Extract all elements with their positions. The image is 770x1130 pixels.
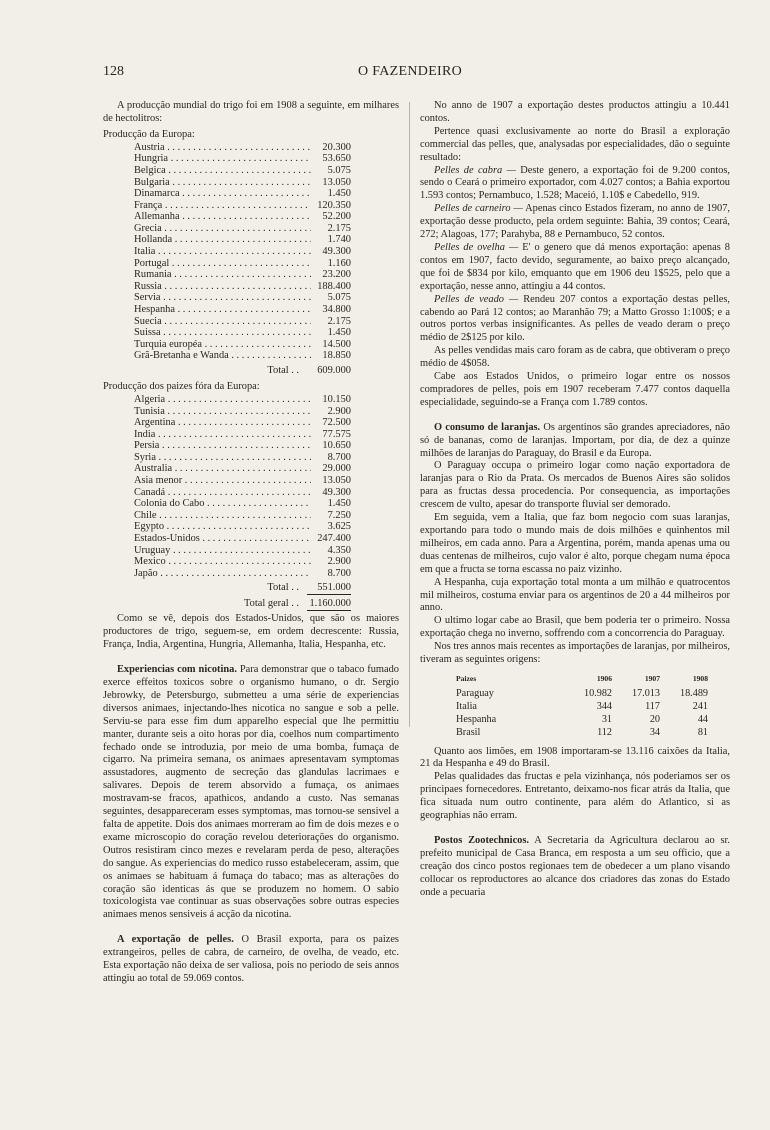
- production-row: [134, 463, 351, 475]
- country-name: Grã-Bretanha e Wanda . . .: [134, 350, 311, 362]
- ovelha-paragraph: [420, 242, 730, 294]
- veado-label: Pelles de veado —: [434, 293, 519, 305]
- country-name: Estados-Unidos . . .: [134, 533, 311, 545]
- production-row: [134, 556, 351, 568]
- production-value: 3.625: [311, 521, 351, 533]
- nicotina-text: Para demonstrar que o tabaco fumado exerce effeitos toxicos sobre o organismo humano, o dr. Sergio Jebrowky, de Petersburgo, submetteu a uma série de experiencias diversos animaes, injectando-lhes nicotica no sangue e sob a pelle. Serviu-se para esse fim dum apparelho especial que lhe permittiu manter, durante seis a oito horas por dia, coelhos num compartimento fechado onde se introduzia, por meio de uma bomba, fumaça de cigarro. Na primeira semana, os animaes apresentavam symptomas assustadores, augmento de secreção das glandulas lacrimaes e salivares. Depois de terem absorvido a fumaça, os animaes mostravam-se fracos, apathicos, andando a custo. Nas semanas seguintes, desappareceram esses symptomas, mas tornou-se sensivel a falta de appetite. Dois dos animaes morreram ao fim de dois mezes e o exame microscopio do coração revelou deteriorações do organismo. Outros resistiram cinco mezes e revelaram perda de peso, alterações do sangue. As experiencias do medico russo estabeleceram, assim, que os animaes se habituam á fumaça do tabaco; mas as alterações do coração são identicas ás que se produzem no homem. O sabio toxicologista vae continuar as suas observações sobre outras especies animaes menos sensiveis á acção da nicotina.: [103, 664, 399, 921]
- limoes-paragraph: Quanto aos limões, em 1908 importaram-se 13.116 caixões da Italia, 21 da Hespanha e 49 do Brasil.: [420, 745, 730, 770]
- production-value: 188.400: [311, 281, 351, 293]
- brasil-paragraph: O ultimo logar cabe ao Brasil, que bem poderia ter o primeiro. Nossa exportação chega no inverno, soffrendo com a concorrencia do Paraguay.: [420, 615, 730, 640]
- table-value-cell: 44: [697, 713, 708, 725]
- pelles-heading: A exportação de pelles.: [117, 934, 234, 946]
- country-name: Turquia européa . . .: [134, 339, 311, 351]
- country-name: Portugal . . .: [134, 258, 311, 270]
- table-value-cell: 117: [645, 700, 660, 712]
- page-number: 128: [103, 64, 124, 79]
- country-name: Asia menor . . .: [134, 475, 311, 487]
- outside-total-value: 551.000: [307, 581, 351, 595]
- table-value-cell: 20: [649, 713, 660, 725]
- production-row: [134, 281, 351, 293]
- production-row: [134, 258, 351, 270]
- carneiro-text: Apenas cinco Estados fizeram, no anno de 1907, exportação desse producto, pela ordem seguinte: Bahia, 39 contos; Ceará, 272; Alagoas, 177; Parahyba, 88 e Pernambuco, 52 contos.: [420, 203, 730, 241]
- europe-heading: Producção da Europa:: [103, 128, 195, 140]
- production-value: 2.900: [311, 406, 351, 418]
- table-value-cell: 31: [601, 713, 612, 725]
- column-divider: [409, 102, 410, 727]
- country-name: Japão . . .: [134, 568, 311, 580]
- production-value: 10.650: [311, 440, 351, 452]
- country-name: Allemanha . . .: [134, 211, 311, 223]
- production-row: [134, 269, 351, 281]
- production-value: 49.300: [311, 487, 351, 499]
- production-row: [134, 327, 351, 339]
- production-value: 8.700: [311, 452, 351, 464]
- carneiro-label: Pelles de carneiro —: [434, 203, 523, 215]
- production-value: 29.000: [311, 463, 351, 475]
- production-value: 34.800: [311, 304, 351, 316]
- table-header-cell: 1907: [644, 673, 660, 683]
- table-value-cell: 17.013: [631, 687, 660, 699]
- qualidades-paragraph: Pelas qualidades das fructas e pela vizinhança, nós poderiamos ser os principaes fornecedores. Entretanto, deixamo-nos ficar atrás da Italia, que fica situada num outro continente, para além do Atlantico, si as geographias não erram.: [420, 771, 730, 822]
- country-name: Hollanda . . .: [134, 234, 311, 246]
- pelles-text: O Brasil exporta, para os paizes extrangeiros, pelles de cabra, de carneiro, de ovelha, de veado, etc. Esta exportação não deixa de ser valiosa, pois no periodo de seis annos attingiu ao total de 59.069 contos.: [103, 934, 399, 984]
- production-value: 52.200: [311, 211, 351, 223]
- table-row: [456, 701, 708, 714]
- table-country-cell: Brasil: [456, 726, 481, 738]
- country-name: Tunisia . . .: [134, 406, 311, 418]
- veado-text: Rendeu 207 contos a exportação destas pelles, cabendo ao Pará 12 contos; ao Maranhão 79; a Matto Grosso 1:100$; e a outros portos verbas insignificantes. As pelles de veado deram o preço médio de 2$125 por kilo.: [420, 293, 730, 344]
- table-value-cell: 81: [697, 726, 708, 738]
- outside-production-list: [134, 394, 351, 580]
- production-row: [134, 417, 351, 429]
- production-row: [134, 429, 351, 441]
- veado-paragraph: [420, 294, 730, 346]
- north-exploration-paragraph: Pertence quasi exclusivamente ao norte do Brasil a exploração commercial das pelles, que, analysadas por especialidades, dão o seguinte resultado:: [420, 125, 730, 163]
- production-row: [134, 475, 351, 487]
- production-row: [134, 452, 351, 464]
- country-name: Hungria . . .: [134, 153, 311, 165]
- italia-paragraph: Em seguida, vem a Italia, que faz bom negocio com suas laranjas, exportando para todo o mundo mais de dois milhões e quinhentos mil milheiros, em cada anno. Para a Argentina, porém, manda apenas uma ou duas centenas de milheiros, cujo valor é alto, porque chegam numa época em que a fructa se torna escassa no paiz vizinho.: [420, 512, 730, 575]
- production-row: [134, 188, 351, 200]
- production-value: 10.150: [311, 394, 351, 406]
- production-value: 18.850: [311, 350, 351, 362]
- nicotina-heading: Experiencias com nicotina.: [117, 664, 237, 676]
- postos-heading: Postos Zootechnicos.: [434, 834, 530, 846]
- country-name: Austria . . .: [134, 142, 311, 154]
- country-name: Australia . . .: [134, 463, 311, 475]
- production-value: 13.050: [311, 177, 351, 189]
- production-value: 72.500: [311, 417, 351, 429]
- hespanha-paragraph: A Hespanha, cuja exportação total monta a um milhão e quatrocentos mil milheiros, costuma enviar para os argentinos de 20 a 44 milheiros por anno.: [420, 576, 730, 614]
- europe-total-label: Total . .: [267, 365, 299, 376]
- country-name: Chile . . .: [134, 510, 311, 522]
- country-name: Canadá . . .: [134, 487, 311, 499]
- production-row: [134, 487, 351, 499]
- production-row: [134, 533, 351, 545]
- grand-total-label: Total geral . .: [244, 598, 299, 610]
- production-row: [134, 498, 351, 510]
- production-value: 2.175: [311, 223, 351, 235]
- cabra-price-paragraph: As pelles vendidas mais caro foram as de cabra, que obtiveram o preço médio de 4$058.: [420, 345, 730, 370]
- production-value: 1.160: [311, 258, 351, 270]
- production-row: [134, 165, 351, 177]
- country-name: Bulgaria . . .: [134, 177, 311, 189]
- orange-imports-table: [456, 673, 708, 740]
- grand-total-value: 1.160.000: [307, 597, 351, 611]
- country-name: Grecia . . .: [134, 223, 311, 235]
- country-name: Rumania . . .: [134, 269, 311, 281]
- production-value: 77.575: [311, 429, 351, 441]
- table-row: [456, 727, 708, 740]
- table-value-cell: 241: [692, 700, 708, 712]
- production-row: [134, 568, 351, 580]
- outside-heading: Producção dos paizes fóra da Europa:: [103, 381, 260, 392]
- production-value: 7.250: [311, 510, 351, 522]
- postos-paragraph: [420, 835, 730, 900]
- production-value: 4.350: [311, 545, 351, 557]
- production-row: [134, 246, 351, 258]
- europe-total-row: [103, 364, 351, 378]
- cabra-label: Pelles de cabra —: [434, 164, 516, 176]
- country-name: Russia . . .: [134, 281, 311, 293]
- production-row: [134, 521, 351, 533]
- running-head: O FAZENDEIRO: [358, 64, 463, 79]
- production-value: 14.500: [311, 339, 351, 351]
- laranjas-heading: O consumo de laranjas.: [434, 421, 541, 433]
- postos-text: A Secretaria da Agricultura declarou ao sr. prefeito municipal de Casa Branca, em resposta a um seu officio, que a creação dos cinco postos regionaes tem de obedecer a um plano visando collocar os reproductores ao alcance dos criadores das zonas do Estado onde a pecuaria: [420, 834, 731, 898]
- production-value: 2.175: [311, 316, 351, 328]
- country-name: Hespanha . . .: [134, 304, 311, 316]
- country-name: Belgica . . .: [134, 165, 311, 177]
- country-name: Egypto . . .: [134, 521, 311, 533]
- production-row: [134, 545, 351, 557]
- production-row: [134, 200, 351, 212]
- production-row: [134, 223, 351, 235]
- production-row: [134, 234, 351, 246]
- production-value: 8.700: [311, 568, 351, 580]
- table-value-cell: 344: [596, 700, 612, 712]
- outside-total-row: [103, 581, 351, 595]
- production-value: 13.050: [311, 475, 351, 487]
- production-value: 5.075: [311, 165, 351, 177]
- laranjas-paragraph: [420, 422, 730, 461]
- country-name: Syria . . .: [134, 452, 311, 464]
- production-row: [134, 510, 351, 522]
- paraguay-paragraph: O Paraguay occupa o primeiro logar como nação exportadora de laranjas para o Rio da Prata. Os mercados de Buenos Aires são solidos para as fructas dessa procedencia. Por consequencia, as importações crescem de vulto, apesar do transporte fluvial ser demorado.: [420, 460, 730, 511]
- ovelha-text: E' o genero que dá menos exportação: apenas 8 contos em 1907, facto devido, seguramente, ao baixo preço alcançado, que foi de $834 por kilo, emquanto que em 1906 deu 1$525, pelo que a exportação, nesse anno, attingiu a 44 contos.: [420, 241, 730, 292]
- production-value: 5.075: [311, 292, 351, 304]
- production-row: [134, 292, 351, 304]
- production-value: 1.450: [311, 327, 351, 339]
- wheat-intro: A producção mundial do trigo foi em 1908 a seguinte, em milhares de hectolitros:: [103, 100, 399, 124]
- country-name: Persia . . .: [134, 440, 311, 452]
- table-row: [456, 714, 708, 727]
- production-row: [134, 350, 351, 362]
- country-name: Servia . . .: [134, 292, 311, 304]
- wheat-conclusion: Como se vê, depois dos Estados-Unidos, que são os maiores productores de trigo, seguem-se, em ordem decrescente: Russia, França, India, Argentina, Hungria, Allemanha, Italia, Hespanha, etc.: [103, 613, 399, 651]
- production-row: [134, 440, 351, 452]
- production-row: [134, 406, 351, 418]
- table-value-cell: 10.982: [583, 687, 612, 699]
- country-name: Suissa . . .: [134, 327, 311, 339]
- country-name: Mexico . . .: [134, 556, 311, 568]
- country-name: Suecia . . .: [134, 316, 311, 328]
- production-row: [134, 142, 351, 154]
- country-name: Algeria . . .: [134, 394, 311, 406]
- pelles-paragraph: [103, 934, 399, 986]
- table-country-cell: Hespanha: [456, 713, 497, 725]
- country-name: Uruguay . . .: [134, 545, 311, 557]
- country-name: Colonia do Cabo . . .: [134, 498, 311, 510]
- table-header-cell: 1908: [692, 673, 708, 683]
- table-header-cell: 1906: [596, 673, 612, 683]
- europe-total-value: 609.000: [317, 365, 351, 376]
- production-value: 1.450: [311, 188, 351, 200]
- carneiro-paragraph: [420, 203, 730, 242]
- table-header-row: [456, 673, 708, 688]
- table-value-cell: 18.489: [679, 687, 708, 699]
- production-row: [134, 153, 351, 165]
- grand-total-row: [103, 597, 351, 611]
- table-country-cell: Paraguay: [456, 687, 494, 699]
- production-row: [134, 394, 351, 406]
- production-value: 2.900: [311, 556, 351, 568]
- production-value: 23.200: [311, 269, 351, 281]
- production-row: [134, 177, 351, 189]
- production-row: [134, 304, 351, 316]
- production-value: 120.350: [311, 200, 351, 212]
- production-value: 49.300: [311, 246, 351, 258]
- country-name: India . . .: [134, 429, 311, 441]
- table-header-cell: Paizes: [456, 673, 477, 683]
- production-row: [134, 339, 351, 351]
- ovelha-label: Pelles de ovelha —: [434, 241, 519, 253]
- cabra-text: Deste genero, a exportação foi de 9.200 contos, sendo o Ceará o primeiro exportador, com 4.027 contos; a Bahia exportou 1.593 contos; Pernambuco, 1.528; Maceió, 1.10$ e Cabedello, 919.: [420, 164, 731, 202]
- production-value: 247.400: [311, 533, 351, 545]
- table-country-cell: Italia: [456, 700, 477, 712]
- table-value-cell: 34: [649, 726, 660, 738]
- country-name: Argentina . . .: [134, 417, 311, 429]
- laranjas-text: Os argentinos são grandes apreciadores, não só de bananas, como de laranjas. Importam, por dia, de dez a quinze milhões de laranjas do Paraguay, do Brasil e da Europa.: [420, 421, 730, 459]
- country-name: França . . .: [134, 200, 311, 212]
- cabra-paragraph: [420, 165, 730, 204]
- table-row: [456, 688, 708, 701]
- europe-production-list: [134, 142, 351, 362]
- production-value: 20.300: [311, 142, 351, 154]
- production-row: [134, 316, 351, 328]
- left-column: [103, 100, 399, 986]
- right-column: [420, 100, 730, 899]
- three-years-paragraph: Nos tres annos mais recentes as importações de laranjas, por milheiros, tiveram as seguintes origens:: [420, 641, 730, 666]
- production-value: 53.650: [311, 153, 351, 165]
- buyers-paragraph: Cabe aos Estados Unidos, o primeiro logar entre os nossos compradores de pelles, pois em 1907 receberam 7.477 contos daquella especialidade, seguindo-se a França com 1.789 contos.: [420, 371, 730, 408]
- production-value: 1.740: [311, 234, 351, 246]
- production-value: 1.450: [311, 498, 351, 510]
- outside-total-label: Total . .: [267, 582, 299, 594]
- country-name: Italia . . .: [134, 246, 311, 258]
- export-1907-paragraph: No anno de 1907 a exportação destes productos attingiu a 10.441 contos.: [420, 100, 730, 124]
- nicotina-paragraph: [103, 664, 399, 922]
- production-row: [134, 211, 351, 223]
- table-value-cell: 112: [597, 726, 612, 738]
- country-name: Dinamarca . . .: [134, 188, 311, 200]
